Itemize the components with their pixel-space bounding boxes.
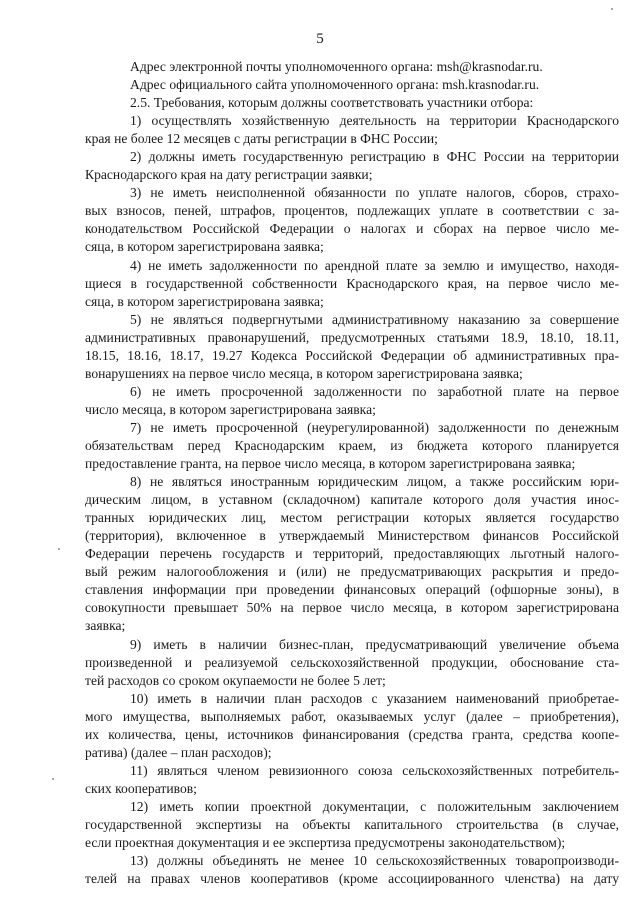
paragraph-item-4: [85, 257, 619, 311]
text-line: 10) иметь в наличии план расходов с указанием наименований приобретае-: [130, 690, 619, 706]
text-line: обязательствам перед Краснодарским краем, из бюджета которого планируется: [85, 437, 619, 453]
text-line: 11) являться членом ревизионного союза сельскохозяйственных потребитель-: [130, 762, 619, 778]
page-number: 5: [316, 31, 324, 47]
paragraph-item-6: [85, 383, 619, 419]
text-line: 2.5. Требования, которым должны соответствовать участники отбора:: [130, 95, 534, 111]
paragraph-section-2-5: [85, 94, 619, 112]
text-line: число месяца, в котором зарегистрирована заявка;: [85, 401, 376, 417]
text-line: ратива) (далее – план расходов);: [85, 744, 272, 760]
paragraph-website: [85, 76, 619, 94]
text-line: произведенной и реализуемой сельскохозяйственной продукции, обоснование ста-: [85, 654, 619, 670]
text-line: сяца, в котором зарегистрирована заявка;: [85, 293, 324, 309]
text-line: государственной экспертизы на объекты капитального строительства (в случае,: [85, 816, 619, 832]
text-line: дическим лицом, в уставном (складочном) капитале которого доля участия инос-: [85, 492, 619, 508]
text-line: ских кооперативов;: [85, 780, 197, 796]
text-line: 5) не являться подвергнутыми административному наказанию за совершение: [130, 311, 619, 327]
text-line: ставления информации при проведении финансовых операций (офшорные зоны), в: [85, 582, 619, 598]
text-line: вый режим налогообложения и (или) не предусматривающих раскрытия и предо-: [85, 564, 619, 580]
text-line: вонарушениях на первое число месяца, в котором зарегистрирована заявка;: [85, 365, 523, 381]
paragraph-item-12: [85, 798, 619, 852]
text-line: заявка;: [85, 618, 126, 634]
paragraph-item-2: [85, 148, 619, 184]
text-line: их количества, цены, источников финансирования (средства гранта, средства коопе-: [85, 726, 619, 742]
text-line: вых взносов, пеней, штрафов, процентов, подлежащих уплате в соответствии с за-: [85, 203, 619, 219]
text-line: если проектная документация и ее экспертиза предусмотрены законодательством);: [85, 835, 566, 851]
text-line: Адрес официального сайта уполномоченного органа: msh.krasnodar.ru.: [130, 77, 540, 93]
paragraph-item-7: [85, 419, 619, 473]
text-line: тей расходов со сроком окупаемости не более 5 лет;: [85, 672, 386, 688]
text-line: административных правонарушений, предусмотренных статьями 18.9, 18.10, 18.11,: [85, 329, 619, 345]
paragraph-item-11: [85, 762, 619, 798]
text-line: 2) должны иметь государственную регистрацию в ФНС России на территории: [130, 149, 619, 165]
text-line: края не более 12 месяцев с даты регистрации в ФНС России;: [85, 131, 438, 147]
text-line: (территория), включенное в утверждаемый Министерством финансов Российской: [85, 528, 619, 544]
scan-speck: [58, 548, 60, 550]
text-line: 1) осуществлять хозяйственную деятельность на территории Краснодарского: [130, 113, 619, 129]
paragraph-item-1: [85, 112, 619, 148]
text-line: 18.15, 18.16, 18.17, 19.27 Кодекса Российской Федерации об административных пра-: [85, 347, 619, 363]
scan-speck: [52, 778, 54, 780]
text-line: Краснодарского края на дату регистрации заявки;: [85, 167, 373, 183]
paragraph-item-10: [85, 690, 619, 762]
text-line: Адрес электронной почты уполномоченного органа: msh@krasnodar.ru.: [130, 59, 543, 74]
text-line: телей на правах членов кооперативов (кроме ассоциированного членства) на дату: [85, 871, 619, 887]
text-line: 7) не иметь просроченной (неурегулированной) задолженности по денежным: [130, 419, 619, 435]
paragraph-email: [85, 58, 619, 76]
text-line: 6) не иметь просроченной задолженности по заработной плате на первое: [130, 383, 619, 399]
text-line: конодательством Российской Федерации о налогах и сборах на первое число ме-: [85, 221, 619, 237]
text-line: 13) должны объединять не менее 10 сельскохозяйственных товаропроизводи-: [130, 853, 619, 869]
paragraph-item-9: [85, 636, 619, 690]
text-line: 8) не являться иностранным юридическим лицом, а также российским юри-: [130, 474, 619, 490]
text-line: Федерации перечень государств и территорий, предоставляющих льготный налого-: [85, 546, 619, 562]
paragraph-item-8: [85, 473, 619, 635]
text-line: сяца, в котором зарегистрирована заявка;: [85, 239, 324, 255]
document-body: [85, 58, 619, 888]
text-line: совокупности превышает 50% на первое число месяца, в котором зарегистрирована: [85, 600, 619, 616]
text-line: 4) не иметь задолженности по арендной плате за землю и имущество, находя-: [130, 257, 619, 273]
paragraph-item-3: [85, 184, 619, 256]
paragraph-item-5: [85, 311, 619, 383]
paragraph-item-13: [85, 852, 619, 888]
text-line: мого имущества, выполняемых работ, оказываемых услуг (далее – приобретения),: [85, 708, 619, 724]
text-line: 9) иметь в наличии бизнес-план, предусматривающий увеличение объема: [130, 636, 619, 652]
text-line: щиеся в государственной собственности Краснодарского края, на первое число ме-: [85, 275, 619, 291]
text-line: 3) не иметь неисполненной обязанности по уплате налогов, сборов, страхо-: [130, 185, 619, 201]
text-line: предоставление гранта, на первое число месяца, в котором зарегистрирована заявка;: [85, 456, 576, 472]
text-line: транных юридических лиц, местом регистрации которых является государство: [85, 510, 619, 526]
scan-speck: [611, 8, 613, 10]
text-line: 12) иметь копии проектной документации, с положительным заключением: [130, 798, 619, 814]
